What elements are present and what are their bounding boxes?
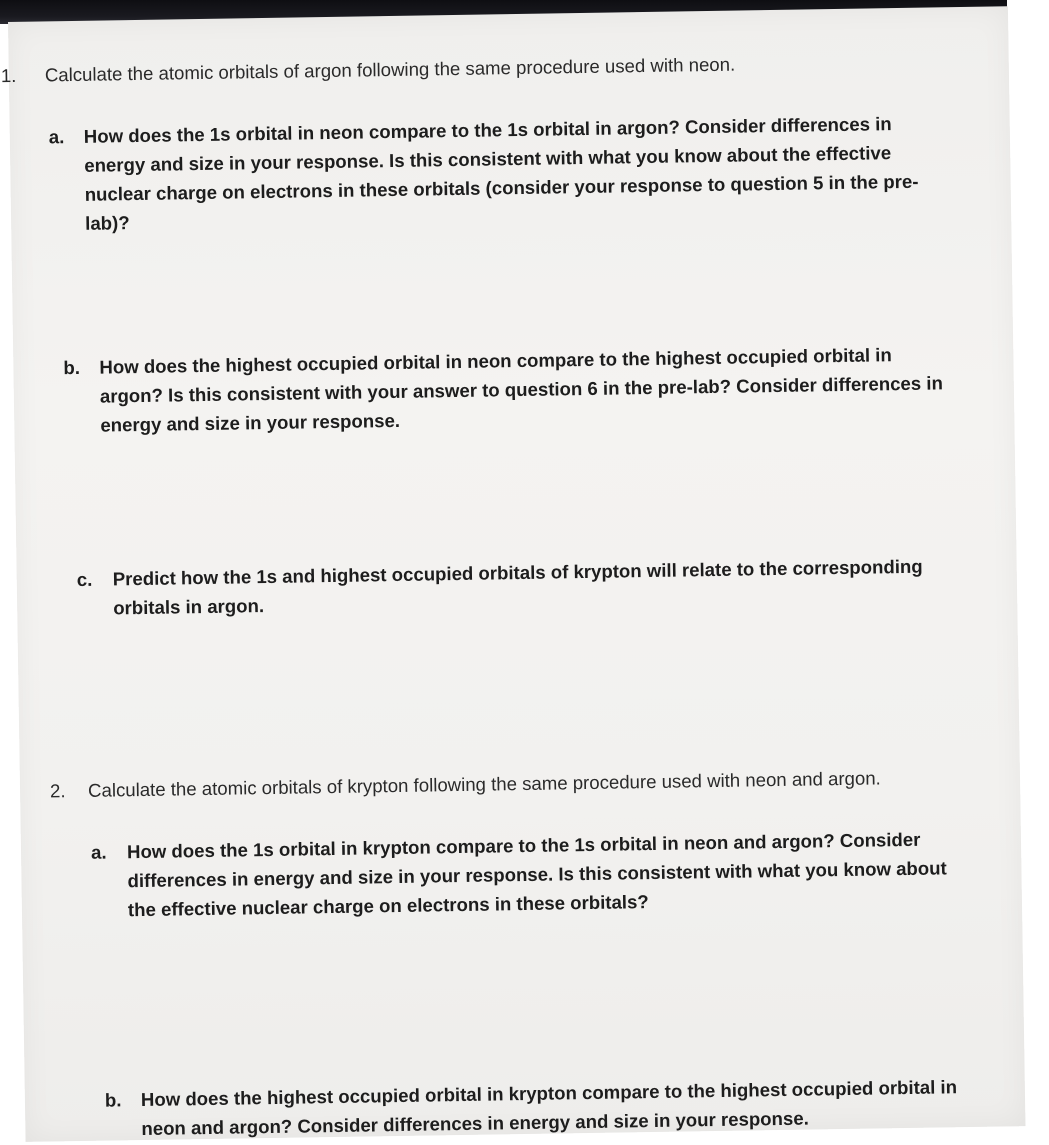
subquestion-marker: b. <box>104 1089 122 1111</box>
subquestion-line: How does the 1s orbital in krypton compare to the 1s orbital in neon and argon? Consider <box>126 828 921 863</box>
subquestion-marker: a. <box>90 841 107 863</box>
worksheet-page <box>0 6 1025 1142</box>
subquestion-line: lab)? <box>85 212 130 234</box>
subquestion-line: differences in energy and size in your response. Is this consistent with what you know about <box>127 857 947 892</box>
subquestion-marker: c. <box>76 568 93 590</box>
subquestion-line: Predict how the 1s and highest occupied orbitals of krypton will relate to the corresponding <box>112 555 923 590</box>
subquestion-line: energy and size in your response. Is this consistent with what you know about the effective <box>84 142 892 176</box>
subquestion-line: nuclear charge on electrons in these orbitals (consider your response to question 5 in the pre- <box>84 170 919 205</box>
subquestion-marker: a. <box>48 126 65 148</box>
subquestion-line: energy and size in your response. <box>100 409 401 436</box>
subquestion-marker: b. <box>63 356 81 379</box>
subquestion-line: argon? Is this consistent with your answer to question 6 in the pre-lab? Consider differences in <box>99 372 943 407</box>
subquestion-line: the effective nuclear charge on electrons in these orbitals? <box>127 891 649 921</box>
question-text: Calculate the atomic orbitals of argon following the same procedure used with neon. <box>44 53 736 86</box>
subquestion-line: How does the highest occupied orbital in krypton compare to the highest occupied orbital in <box>140 1076 958 1111</box>
subquestion-line: How does the 1s orbital in neon compare to the 1s orbital in argon? Consider differences in <box>83 113 892 147</box>
subquestion-line: orbitals in argon. <box>113 595 265 619</box>
question-number: 1. <box>0 64 17 87</box>
question-text: Calculate the atomic orbitals of krypton following the same procedure used with neon and argon. <box>87 767 881 801</box>
question-number: 2. <box>49 780 66 802</box>
subquestion-line: How does the highest occupied orbital in neon compare to the highest occupied orbital in <box>99 344 892 378</box>
subquestion-line: neon and argon? Consider differences in energy and size in your response. <box>141 1107 809 1140</box>
